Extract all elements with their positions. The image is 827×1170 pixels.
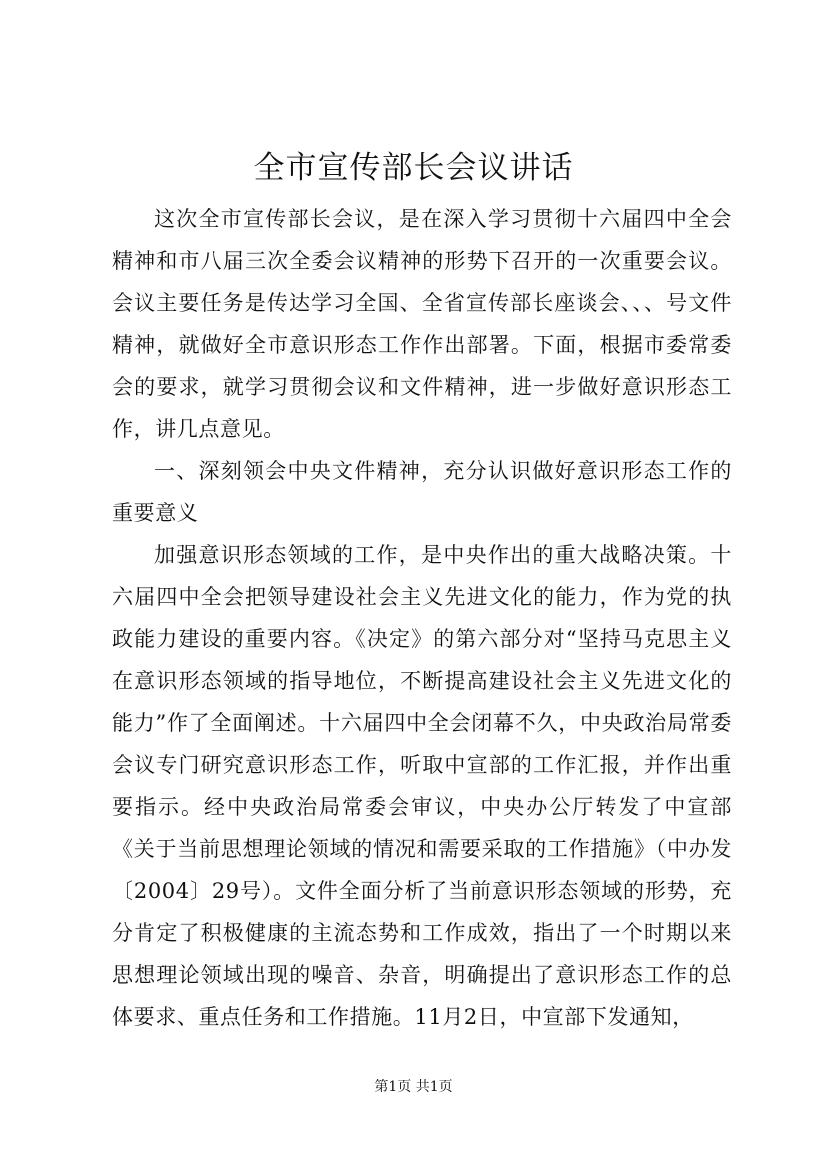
page-footer: 第1页 共1页	[374, 1079, 453, 1095]
document-body	[112, 198, 732, 1038]
section-heading-1: 一、深刻领会中央文件精神，充分认识做好意识形态工作的重要意义	[112, 459, 732, 525]
body-paragraph: 加强意识形态领域的工作，是中央作出的重大战略决策。十六届四中全会把领导建设社会主义先进文化的能力，作为党的执政能力建设的重要内容。《决定》的第六部分对“坚持马克思主义在意识形态领域的指导地位，不断提高建设社会主义先进文化的能力”作了全面阐述。十六届四中全会闭幕不久，中央政治局常委会议专门研究意识形态工作，听取中宣部的工作汇报，并作出重要指示。经中央政治局常委会审议，中央办公厅转发了中宣部《关于当前思想理论领域的情况和需要采取的工作措施》（中办发〔2004〕29号）。文件全面分析了当前意识形态领域的形势，充分肯定了积极健康的主流态势和工作成效，指出了一个时期以来思想理论领域出现的噪音、杂音，明确提出了意识形态工作的总体要求、重点任务和工作措施。11月2日，中宣部下发通知，	[112, 543, 732, 1029]
document-title: 全市宣传部长会议讲话	[253, 150, 574, 186]
intro-paragraph: 这次全市宣传部长会议，是在深入学习贯彻十六届四中全会精神和市八届三次全委会议精神的形势下召开的一次重要会议。会议主要任务是传达学习全国、全省宣传部长座谈会、、、号文件精神，就做好全市意识形态工作作出部署。下面，根据市委常委会的要求，就学习贯彻会议和文件精神，进一步做好意识形态工作，讲几点意见。	[112, 207, 732, 441]
